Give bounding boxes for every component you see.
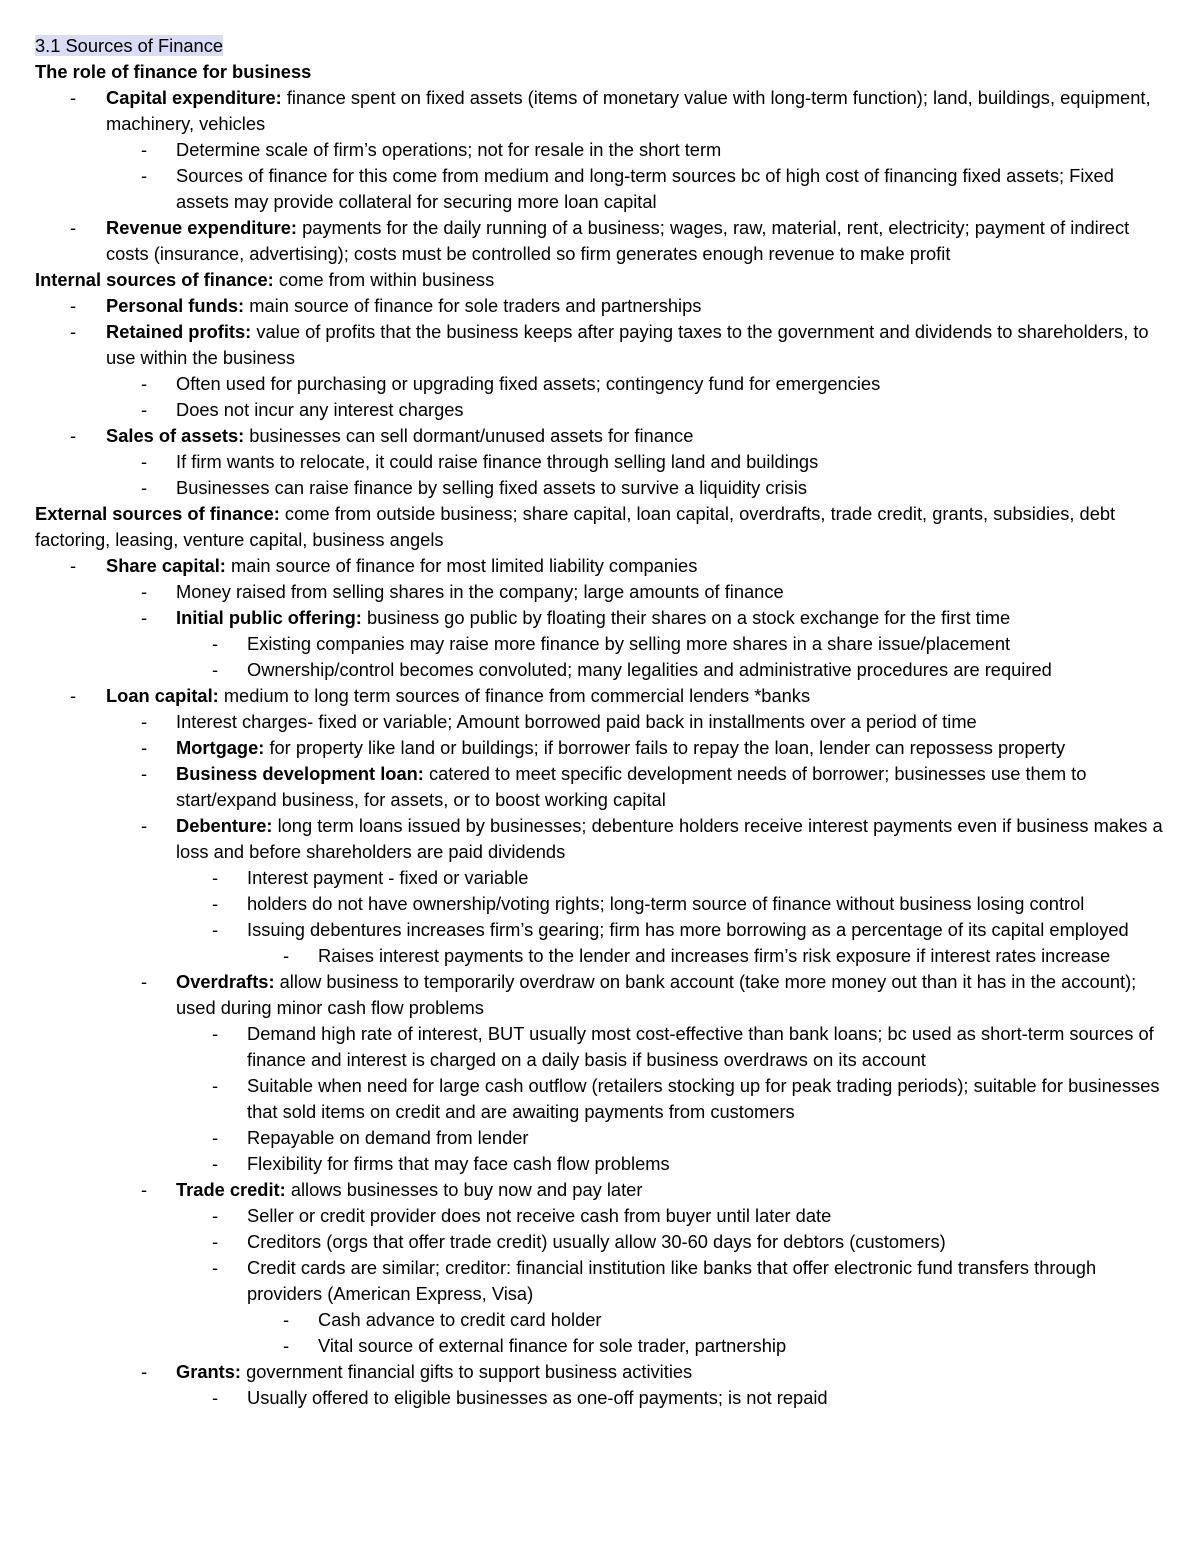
term-text: government financial gifts to support business activities [241, 1361, 693, 1382]
dash-marker: - [212, 1231, 219, 1252]
sub-bullet [35, 891, 1165, 917]
dash-marker: - [141, 139, 148, 160]
bullet-overdrafts [35, 969, 1165, 1021]
sub-bullet [35, 865, 1165, 891]
bullet-text: Suitable when need for large cash outflow (retailers stocking up for peak trading periods); suitable for businesses that sold items on credit and are awaiting payments from customers [247, 1075, 1160, 1122]
bullet-text: Does not incur any interest charges [176, 399, 464, 420]
dash-marker: - [141, 373, 148, 394]
sub-bullet [35, 1255, 1165, 1307]
document [35, 33, 1165, 1411]
sub-bullet [35, 449, 1165, 475]
sub-bullet [35, 397, 1165, 423]
sub-bullet [35, 1385, 1165, 1411]
bullet-text: Demand high rate of interest, BUT usually most cost-effective than bank loans; bc used as short-term sources of finance and interest is charged on a daily basis if business overdraws on its account [247, 1023, 1154, 1070]
heading-text: come from outside business; share capital, loan capital, overdrafts, trade credit, grants, subsidies, debt factoring, leasing, venture capital, business angels [35, 503, 1116, 550]
term-label: Grants: [176, 1361, 242, 1382]
dash-marker: - [70, 321, 77, 342]
bullet-sales-of-assets [35, 423, 1165, 449]
term-label: Overdrafts: [176, 971, 275, 992]
dash-marker: - [141, 477, 148, 498]
sub-bullet [35, 1073, 1165, 1125]
doc-title-line [35, 33, 1165, 59]
dash-marker: - [70, 295, 77, 316]
doc-title: 3.1 Sources of Finance [35, 35, 223, 56]
dash-marker: - [212, 659, 219, 680]
dash-marker: - [70, 87, 77, 108]
sub-bullet [35, 137, 1165, 163]
bullet-debenture [35, 813, 1165, 865]
sub-bullet [35, 579, 1165, 605]
term-text: main source of finance for sole traders and partnerships [244, 295, 702, 316]
dash-marker: - [212, 919, 219, 940]
term-text: finance spent on fixed assets (items of monetary value with long-term function); land, buildings, equipment, machinery, vehicles [106, 87, 1151, 134]
term-label: Share capital: [106, 555, 226, 576]
bullet-text: Vital source of external finance for sole trader, partnership [318, 1335, 787, 1356]
sub-bullet [35, 163, 1165, 215]
sub-bullet [35, 1021, 1165, 1073]
bullet-text: Cash advance to credit card holder [318, 1309, 602, 1330]
bullet-text: Ownership/control becomes convoluted; many legalities and administrative procedures are required [247, 659, 1052, 680]
dash-marker: - [141, 815, 148, 836]
term-label: Retained profits: [106, 321, 252, 342]
bullet-text: Money raised from selling shares in the company; large amounts of finance [176, 581, 784, 602]
section-heading-role: The role of finance for business [35, 61, 312, 82]
term-label: Loan capital: [106, 685, 219, 706]
bullet-business-development-loan [35, 761, 1165, 813]
bullet-text: Sources of finance for this come from medium and long-term sources bc of high cost of financing fixed assets; Fixed assets may provide collateral for securing more loan capital [176, 165, 1114, 212]
sub-bullet [35, 1229, 1165, 1255]
bullet-share-capital [35, 553, 1165, 579]
bullet-mortgage [35, 735, 1165, 761]
sub-bullet [35, 917, 1165, 943]
term-label: Sales of assets: [106, 425, 245, 446]
dash-marker: - [212, 1205, 219, 1226]
bullet-text: Businesses can raise finance by selling fixed assets to survive a liquidity crisis [176, 477, 807, 498]
term-label: Mortgage: [176, 737, 265, 758]
bullet-text: Usually offered to eligible businesses as one-off payments; is not repaid [247, 1387, 828, 1408]
term-label: Capital expenditure: [106, 87, 282, 108]
term-label: Trade credit: [176, 1179, 286, 1200]
bullet-revenue-expenditure [35, 215, 1165, 267]
bullet-retained-profits [35, 319, 1165, 371]
term-text: business go public by floating their shares on a stock exchange for the first time [361, 607, 1011, 628]
sub-sub-bullet [35, 1307, 1165, 1333]
bullet-ipo [35, 605, 1165, 631]
dash-marker: - [212, 633, 219, 654]
heading-label: Internal sources of finance: [35, 269, 274, 290]
sub-bullet [35, 1203, 1165, 1229]
sub-bullet [35, 631, 1165, 657]
dash-marker: - [141, 1361, 148, 1382]
dash-marker: - [141, 763, 148, 784]
dash-marker: - [141, 165, 148, 186]
dash-marker: - [283, 1309, 290, 1330]
sub-sub-bullet [35, 943, 1165, 969]
section-heading-internal [35, 267, 1165, 293]
dash-marker: - [212, 1023, 219, 1044]
bullet-text: Creditors (orgs that offer trade credit) usually allow 30-60 days for debtors (customers) [247, 1231, 946, 1252]
bullet-text: holders do not have ownership/voting rights; long-term source of finance without business losing control [247, 893, 1085, 914]
dash-marker: - [212, 1127, 219, 1148]
term-text: medium to long term sources of finance from commercial lenders *banks [218, 685, 811, 706]
dash-marker: - [141, 581, 148, 602]
bullet-grants [35, 1359, 1165, 1385]
bullet-text: Seller or credit provider does not receive cash from buyer until later date [247, 1205, 832, 1226]
bullet-text: Existing companies may raise more finance by selling more shares in a share issue/placement [247, 633, 1011, 654]
sub-bullet [35, 475, 1165, 501]
bullet-text: Flexibility for firms that may face cash flow problems [247, 1153, 670, 1174]
bullet-text: If firm wants to relocate, it could raise finance through selling land and buildings [176, 451, 819, 472]
dash-marker: - [212, 1075, 219, 1096]
bullet-trade-credit [35, 1177, 1165, 1203]
dash-marker: - [141, 451, 148, 472]
bullet-personal-funds [35, 293, 1165, 319]
term-label: Initial public offering: [176, 607, 362, 628]
dash-marker: - [212, 893, 219, 914]
dash-marker: - [212, 1153, 219, 1174]
bullet-capital-expenditure [35, 85, 1165, 137]
bullet-text: Credit cards are similar; creditor: financial institution like banks that offer electronic fund transfers through providers (American Express, Visa) [247, 1257, 1097, 1304]
bullet-text: Determine scale of firm’s operations; not for resale in the short term [176, 139, 722, 160]
dash-marker: - [141, 711, 148, 732]
dash-marker: - [283, 945, 290, 966]
term-text: allow business to temporarily overdraw on bank account (take more money out than it has in the account); used during minor cash flow problems [176, 971, 1137, 1018]
bullet-text: Interest payment - fixed or variable [247, 867, 529, 888]
term-label: Debenture: [176, 815, 273, 836]
heading-text: come from within business [273, 269, 495, 290]
sub-bullet [35, 709, 1165, 735]
dash-marker: - [212, 1387, 219, 1408]
dash-marker: - [212, 867, 219, 888]
sub-sub-bullet [35, 1333, 1165, 1359]
bullet-text: Issuing debentures increases firm’s gearing; firm has more borrowing as a percentage of its capital employed [247, 919, 1129, 940]
dash-marker: - [70, 425, 77, 446]
term-label: Personal funds: [106, 295, 245, 316]
dash-marker: - [212, 1257, 219, 1278]
dash-marker: - [141, 737, 148, 758]
dash-marker: - [283, 1335, 290, 1356]
dash-marker: - [141, 971, 148, 992]
term-label: Revenue expenditure: [106, 217, 297, 238]
bullet-text: Raises interest payments to the lender and increases firm’s risk exposure if interest rates increase [318, 945, 1111, 966]
term-text: catered to meet specific development needs of borrower; businesses use them to start/expand business, for assets, or to boost working capital [176, 763, 1087, 810]
sub-bullet [35, 1125, 1165, 1151]
dash-marker: - [70, 685, 77, 706]
term-text: value of profits that the business keeps after paying taxes to the government and dividends to shareholders, to use within the business [106, 321, 1149, 368]
term-label: Business development loan: [176, 763, 424, 784]
term-text: for property like land or buildings; if borrower fails to repay the loan, lender can repossess property [264, 737, 1066, 758]
dash-marker: - [141, 399, 148, 420]
section-heading-external [35, 501, 1165, 553]
dash-marker: - [141, 607, 148, 628]
term-text: long term loans issued by businesses; debenture holders receive interest payments even if business makes a loss and before shareholders are paid dividends [176, 815, 1163, 862]
term-text: main source of finance for most limited liability companies [225, 555, 698, 576]
dash-marker: - [70, 555, 77, 576]
bullet-text: Interest charges- fixed or variable; Amount borrowed paid back in installments over a period of time [176, 711, 977, 732]
sub-bullet [35, 657, 1165, 683]
dash-marker: - [141, 1179, 148, 1200]
sub-bullet [35, 1151, 1165, 1177]
term-text: allows businesses to buy now and pay later [285, 1179, 643, 1200]
dash-marker: - [70, 217, 77, 238]
bullet-text: Often used for purchasing or upgrading fixed assets; contingency fund for emergencies [176, 373, 881, 394]
bullet-text: Repayable on demand from lender [247, 1127, 529, 1148]
sub-bullet [35, 371, 1165, 397]
term-text: payments for the daily running of a business; wages, raw, material, rent, electricity; payment of indirect costs (insurance, advertising); costs must be controlled so firm generates enough revenue to make profit [106, 217, 1130, 264]
term-text: businesses can sell dormant/unused assets for finance [244, 425, 694, 446]
bullet-loan-capital [35, 683, 1165, 709]
heading-label: External sources of finance: [35, 503, 280, 524]
